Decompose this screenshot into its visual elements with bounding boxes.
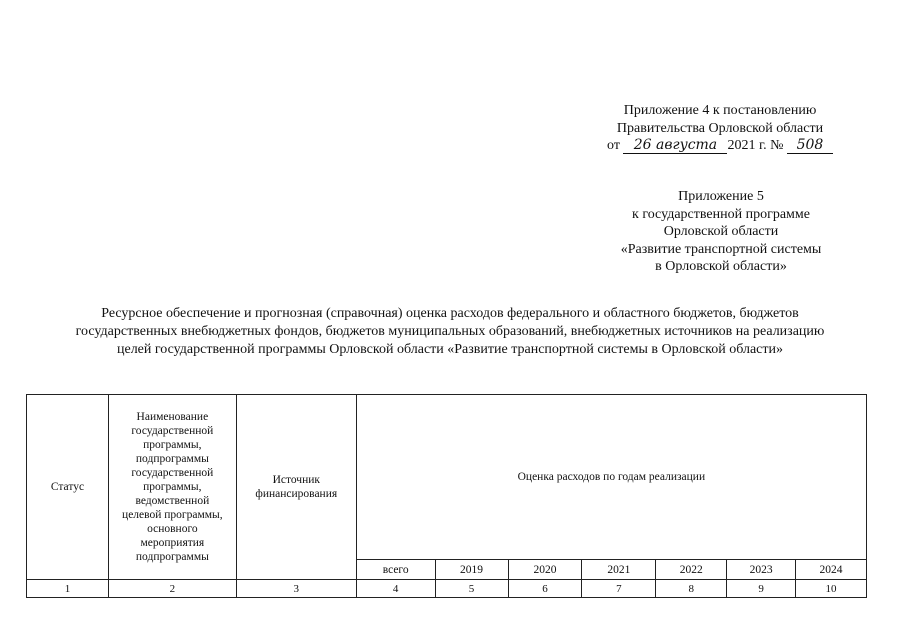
year-cell: 2024 (796, 560, 867, 580)
name-line: целевой программы, (122, 509, 223, 521)
appendix-5-line4: «Развитие транспортной системы (620, 241, 822, 257)
name-line: программы, (143, 439, 202, 451)
column-number: 3 (236, 580, 356, 598)
column-number: 10 (796, 580, 867, 598)
source-line: финансирования (255, 488, 338, 500)
name-line: основного (147, 523, 198, 535)
column-number: 9 (727, 580, 796, 598)
document-title (30, 305, 870, 359)
appendix-5-block (596, 188, 846, 276)
appendix-4-line2: Правительства Орловской области (616, 120, 824, 136)
name-line: мероприятия (140, 537, 205, 549)
source-line: Источник (272, 474, 320, 486)
header-name (108, 395, 236, 580)
header-source (236, 395, 356, 580)
date-prefix: от (607, 138, 620, 153)
appendix-5-line2: к государственной программе (632, 206, 810, 222)
column-number: 6 (508, 580, 582, 598)
appendix-4-date-line (600, 137, 840, 155)
appendix-5-line3: Орловской области (663, 224, 779, 239)
year-cell: всего (356, 560, 435, 580)
title-line1: Ресурсное обеспечение и прогнозная (справочная) оценка расходов федерального и областного бюджетов, бюджетов (101, 306, 799, 321)
appendix-5-line5: в Орловской области» (655, 259, 787, 274)
column-number: 1 (27, 580, 109, 598)
name-line: программы, (143, 481, 202, 493)
appendix-4-block (600, 102, 840, 155)
column-number: 7 (582, 580, 656, 598)
header-status: Статус (27, 395, 109, 580)
name-line: подпрограммы (135, 551, 209, 563)
name-line: государственной (131, 425, 214, 437)
name-line: ведомственной (135, 495, 210, 507)
column-number: 2 (108, 580, 236, 598)
year-cell: 2020 (508, 560, 582, 580)
column-number-row (27, 580, 867, 598)
column-number: 5 (435, 580, 508, 598)
title-line2: государственных внебюджетных фондов, бюджетов муниципальных образований, внебюджетных источников на реализацию (75, 324, 825, 339)
title-line3: целей государственной программы Орловской области «Развитие транспортной системы в Орловской области» (116, 342, 784, 357)
year-cell: 2023 (727, 560, 796, 580)
column-number: 4 (356, 580, 435, 598)
header-estimate: Оценка расходов по годам реализации (356, 395, 866, 560)
year-cell: 2022 (656, 560, 727, 580)
year-cell: 2021 (582, 560, 656, 580)
year-cell: 2019 (435, 560, 508, 580)
table-header-row (27, 395, 867, 560)
appendix-5-line1: Приложение 5 (678, 189, 764, 204)
handwritten-number: 508 (787, 138, 833, 154)
year-text: 2021 г. № (727, 138, 784, 153)
name-line: подпрограммы (135, 453, 209, 465)
column-number: 8 (656, 580, 727, 598)
name-line: Наименование (136, 411, 209, 423)
handwritten-date: 26 августа (623, 138, 727, 154)
appendix-4-line1: Приложение 4 к постановлению (623, 103, 817, 118)
resource-table (26, 394, 867, 598)
name-line: государственной (131, 467, 214, 479)
